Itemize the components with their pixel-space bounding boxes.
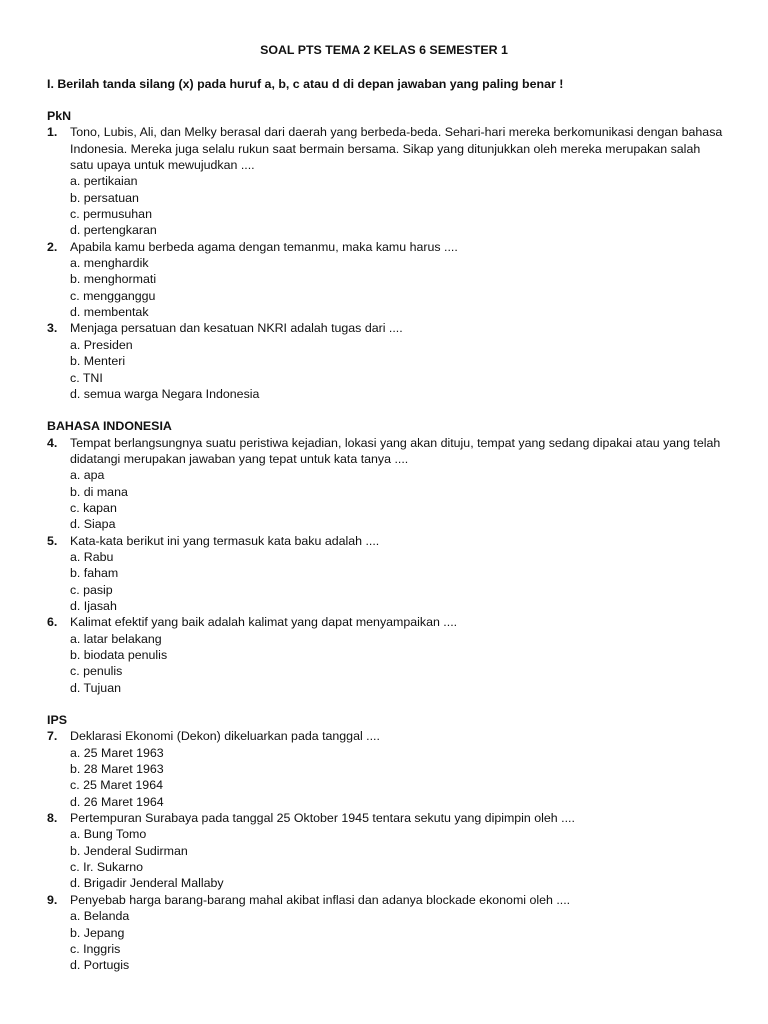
- option-c[interactable]: c. TNI: [70, 370, 103, 385]
- answer-options: [70, 337, 737, 402]
- option-b[interactable]: b. menghormati: [70, 272, 157, 287]
- option-a[interactable]: a. Rabu: [70, 549, 114, 564]
- section-title: IPS: [47, 713, 67, 728]
- answer-options: [70, 826, 737, 891]
- section-bahasa-indonesia: [47, 418, 737, 696]
- option-c[interactable]: c. penulis: [70, 664, 123, 679]
- answer-options: [70, 173, 737, 238]
- option-a[interactable]: a. menghardik: [70, 256, 149, 271]
- option-c[interactable]: c. permusuhan: [70, 207, 152, 222]
- option-d[interactable]: d. Ijasah: [70, 598, 117, 613]
- option-a[interactable]: a. pertikaian: [70, 174, 138, 189]
- answer-options: [70, 549, 737, 614]
- option-d[interactable]: d. Siapa: [70, 517, 116, 532]
- option-c[interactable]: c. pasip: [70, 582, 113, 597]
- section-ips: [47, 712, 737, 974]
- question-number: 7.: [47, 729, 58, 744]
- option-d[interactable]: d. membentak: [70, 305, 149, 320]
- option-a[interactable]: a. apa: [70, 468, 105, 483]
- option-b[interactable]: b. Jepang: [70, 925, 125, 940]
- question-number: 9.: [47, 892, 58, 907]
- question-text: Tono, Lubis, Ali, dan Melky berasal dari daerah yang berbeda-beda. Sehari-hari mereka berkomunikasi dengan bahasa Indonesia. Mereka juga selalu rukun saat bermain bersama. Sikap yang ditunjukkan oleh mereka merupakan salah satu upaya untuk mewujudkan ....: [70, 125, 723, 173]
- option-a[interactable]: a. Bung Tomo: [70, 827, 147, 842]
- answer-options: [70, 745, 737, 810]
- option-d[interactable]: d. semua warga Negara Indonesia: [70, 386, 260, 401]
- option-c[interactable]: c. Inggris: [70, 941, 121, 956]
- question-number: 4.: [47, 435, 58, 450]
- option-b[interactable]: b. di mana: [70, 484, 128, 499]
- question-6: [47, 614, 737, 696]
- option-c[interactable]: c. kapan: [70, 500, 117, 515]
- question-number: 5.: [47, 533, 58, 548]
- question-5: [47, 533, 737, 615]
- question-number: 2.: [47, 239, 58, 254]
- option-d[interactable]: d. Portugis: [70, 958, 130, 973]
- question-text: Apabila kamu berbeda agama dengan temanmu, maka kamu harus ....: [70, 239, 458, 254]
- instruction-text: I. Berilah tanda silang (x) pada huruf a, b, c atau d di depan jawaban yang paling benar !: [47, 77, 564, 91]
- option-b[interactable]: b. 28 Maret 1963: [70, 762, 164, 777]
- option-d[interactable]: d. pertengkaran: [70, 223, 157, 238]
- option-b[interactable]: b. Jenderal Sudirman: [70, 843, 188, 858]
- question-text: Tempat berlangsungnya suatu peristiwa kejadian, lokasi yang akan dituju, tempat yang sedang dipakai atau yang telah didatangi merupakan jawaban yang tepat untuk kata tanya ....: [70, 435, 721, 466]
- option-a[interactable]: a. latar belakang: [70, 631, 162, 646]
- option-a[interactable]: a. Belanda: [70, 909, 130, 924]
- question-text: Kalimat efektif yang baik adalah kalimat yang dapat menyampaikan ....: [70, 615, 458, 630]
- option-d[interactable]: d. Brigadir Jenderal Mallaby: [70, 876, 224, 891]
- question-text: Pertempuran Surabaya pada tanggal 25 Oktober 1945 tentara sekutu yang dipimpin oleh ....: [70, 811, 575, 826]
- question-number: 6.: [47, 615, 58, 630]
- option-b[interactable]: b. persatuan: [70, 190, 139, 205]
- document-title: SOAL PTS TEMA 2 KELAS 6 SEMESTER 1: [260, 43, 508, 57]
- option-b[interactable]: b. Menteri: [70, 354, 126, 369]
- answer-options: [70, 255, 737, 320]
- option-d[interactable]: d. 26 Maret 1964: [70, 794, 164, 809]
- answer-options: [70, 467, 737, 532]
- question-number: 8.: [47, 811, 58, 826]
- question-text: Menjaga persatuan dan kesatuan NKRI adalah tugas dari ....: [70, 321, 403, 336]
- question-text: Deklarasi Ekonomi (Dekon) dikeluarkan pada tanggal ....: [70, 729, 380, 744]
- answer-options: [70, 908, 737, 973]
- question-3: [47, 320, 737, 402]
- section-pkn: [47, 108, 737, 402]
- question-text: Penyebab harga barang-barang mahal akibat inflasi dan adanya blockade ekonomi oleh ....: [70, 892, 571, 907]
- question-number: 3.: [47, 321, 58, 336]
- option-c[interactable]: c. Ir. Sukarno: [70, 860, 144, 875]
- question-2: [47, 239, 737, 321]
- question-number: 1.: [47, 125, 58, 140]
- question-9: [47, 892, 737, 974]
- section-title: PkN: [47, 109, 72, 123]
- question-text: Kata-kata berikut ini yang termasuk kata baku adalah ....: [70, 533, 380, 548]
- question-7: [47, 728, 737, 810]
- section-title: BAHASA INDONESIA: [47, 419, 172, 434]
- answer-options: [70, 631, 737, 696]
- option-a[interactable]: a. 25 Maret 1963: [70, 745, 164, 760]
- question-4: [47, 435, 737, 533]
- option-c[interactable]: c. 25 Maret 1964: [70, 778, 163, 793]
- option-a[interactable]: a. Presiden: [70, 337, 133, 352]
- option-d[interactable]: d. Tujuan: [70, 680, 121, 695]
- option-c[interactable]: c. mengganggu: [70, 288, 156, 303]
- option-b[interactable]: b. faham: [70, 566, 119, 581]
- question-1: [47, 124, 737, 238]
- question-content: [47, 108, 737, 990]
- question-8: [47, 810, 737, 892]
- option-b[interactable]: b. biodata penulis: [70, 648, 168, 662]
